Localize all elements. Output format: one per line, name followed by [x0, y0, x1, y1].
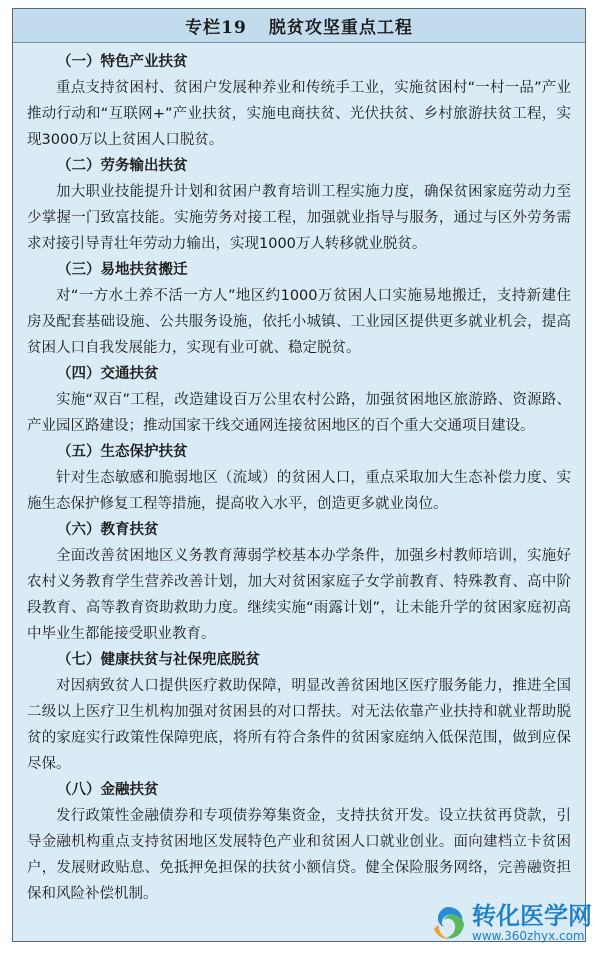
section-heading-6: （六）教育扶贫 — [57, 522, 159, 538]
section-heading-1: （一）特色产业扶贫 — [57, 54, 188, 70]
column-title: 脱贫攻坚重点工程 — [268, 18, 413, 38]
section-body-1: 重点支持贫困村、贫困户发展种养业和传统手工业，实施贫困村“一村一品”产业推动行动和“互联网+”产业扶贫，实施电商扶贫、光伏扶贫、乡村旅游扶贫工程，实现3000万以上贫困人口脱贫。 — [27, 80, 571, 148]
section-body-4: 实施“双百”工程，改造建设百万公里农村公路，加强贫困地区旅游路、资源路、产业园区路建设；推动国家干线交通网连接贫困地区的百个重大交通项目建设。 — [27, 392, 571, 434]
section-heading-4: （四）交通扶贫 — [57, 366, 159, 382]
section-body-6: 全面改善贫困地区义务教育薄弱学校基本办学条件，加强乡村教师培训，实施好农村义务教育学生营养改善计划，加大对贫困家庭子女学前教育、特殊教育、高中阶段教育、高等教育资助救助力度。继续实施“雨露计划”，让未能升学的贫困家庭初高中毕业生都能接受职业教育。 — [27, 548, 571, 642]
box-title — [13, 9, 585, 43]
watermark-name: 转化医学网 — [472, 902, 592, 930]
feature-box — [12, 8, 586, 942]
column-number: 专栏19 — [185, 18, 247, 38]
box-content — [13, 43, 585, 907]
swirl-logo-icon — [428, 903, 468, 943]
section-heading-7: （七）健康扶贫与社保兜底脱贫 — [57, 652, 260, 668]
section-body-2: 加大职业技能提升计划和贫困户教育培训工程实施力度，确保贫困家庭劳动力至少掌握一门致富技能。实施劳务对接工程，加强就业指导与服务，通过与区外劳务需求对接引导青壮年劳动力输出，实现1000万人转移就业脱贫。 — [27, 184, 571, 252]
watermark-text — [472, 903, 592, 943]
section-body-3: 对“一方水土养不活一方人”地区约1000万贫困人口实施易地搬迁，支持新建住房及配套基础设施、公共服务设施，依托小城镇、工业园区提供更多就业机会，提高贫困人口自我发展能力，实现有业可就、稳定脱贫。 — [27, 288, 571, 356]
section-body-8: 发行政策性金融债券和专项债券筹集资金，支持扶贫开发。设立扶贫再贷款，引导金融机构重点支持贫困地区发展特色产业和贫困人口就业创业。面向建档立卡贫困户，发展财政贴息、免抵押免担保的扶贫小额信贷。健全保险服务网络，完善融资担保和风险补偿机制。 — [27, 808, 571, 902]
section-heading-8: （八）金融扶贫 — [57, 782, 159, 798]
section-body-5: 针对生态敏感和脆弱地区（流域）的贫困人口，重点采取加大生态补偿力度、实施生态保护修复工程等措施，提高收入水平，创造更多就业岗位。 — [27, 470, 571, 512]
section-heading-2: （二）劳务输出扶贫 — [57, 158, 188, 174]
section-heading-3: （三）易地扶贫搬迁 — [57, 262, 188, 278]
watermark-url: www.360zhyx.com — [472, 929, 585, 943]
section-body-7: 对因病致贫人口提供医疗救助保障，明显改善贫困地区医疗服务能力，推进全国二级以上医疗卫生机构加强对贫困县的对口帮扶。对无法依靠产业扶持和就业帮助脱贫的家庭实行政策性保障兜底，将所有符合条件的贫困家庭纳入低保范围，做到应保尽保。 — [27, 678, 571, 772]
section-heading-5: （五）生态保护扶贫 — [57, 444, 188, 460]
watermark — [428, 903, 592, 943]
